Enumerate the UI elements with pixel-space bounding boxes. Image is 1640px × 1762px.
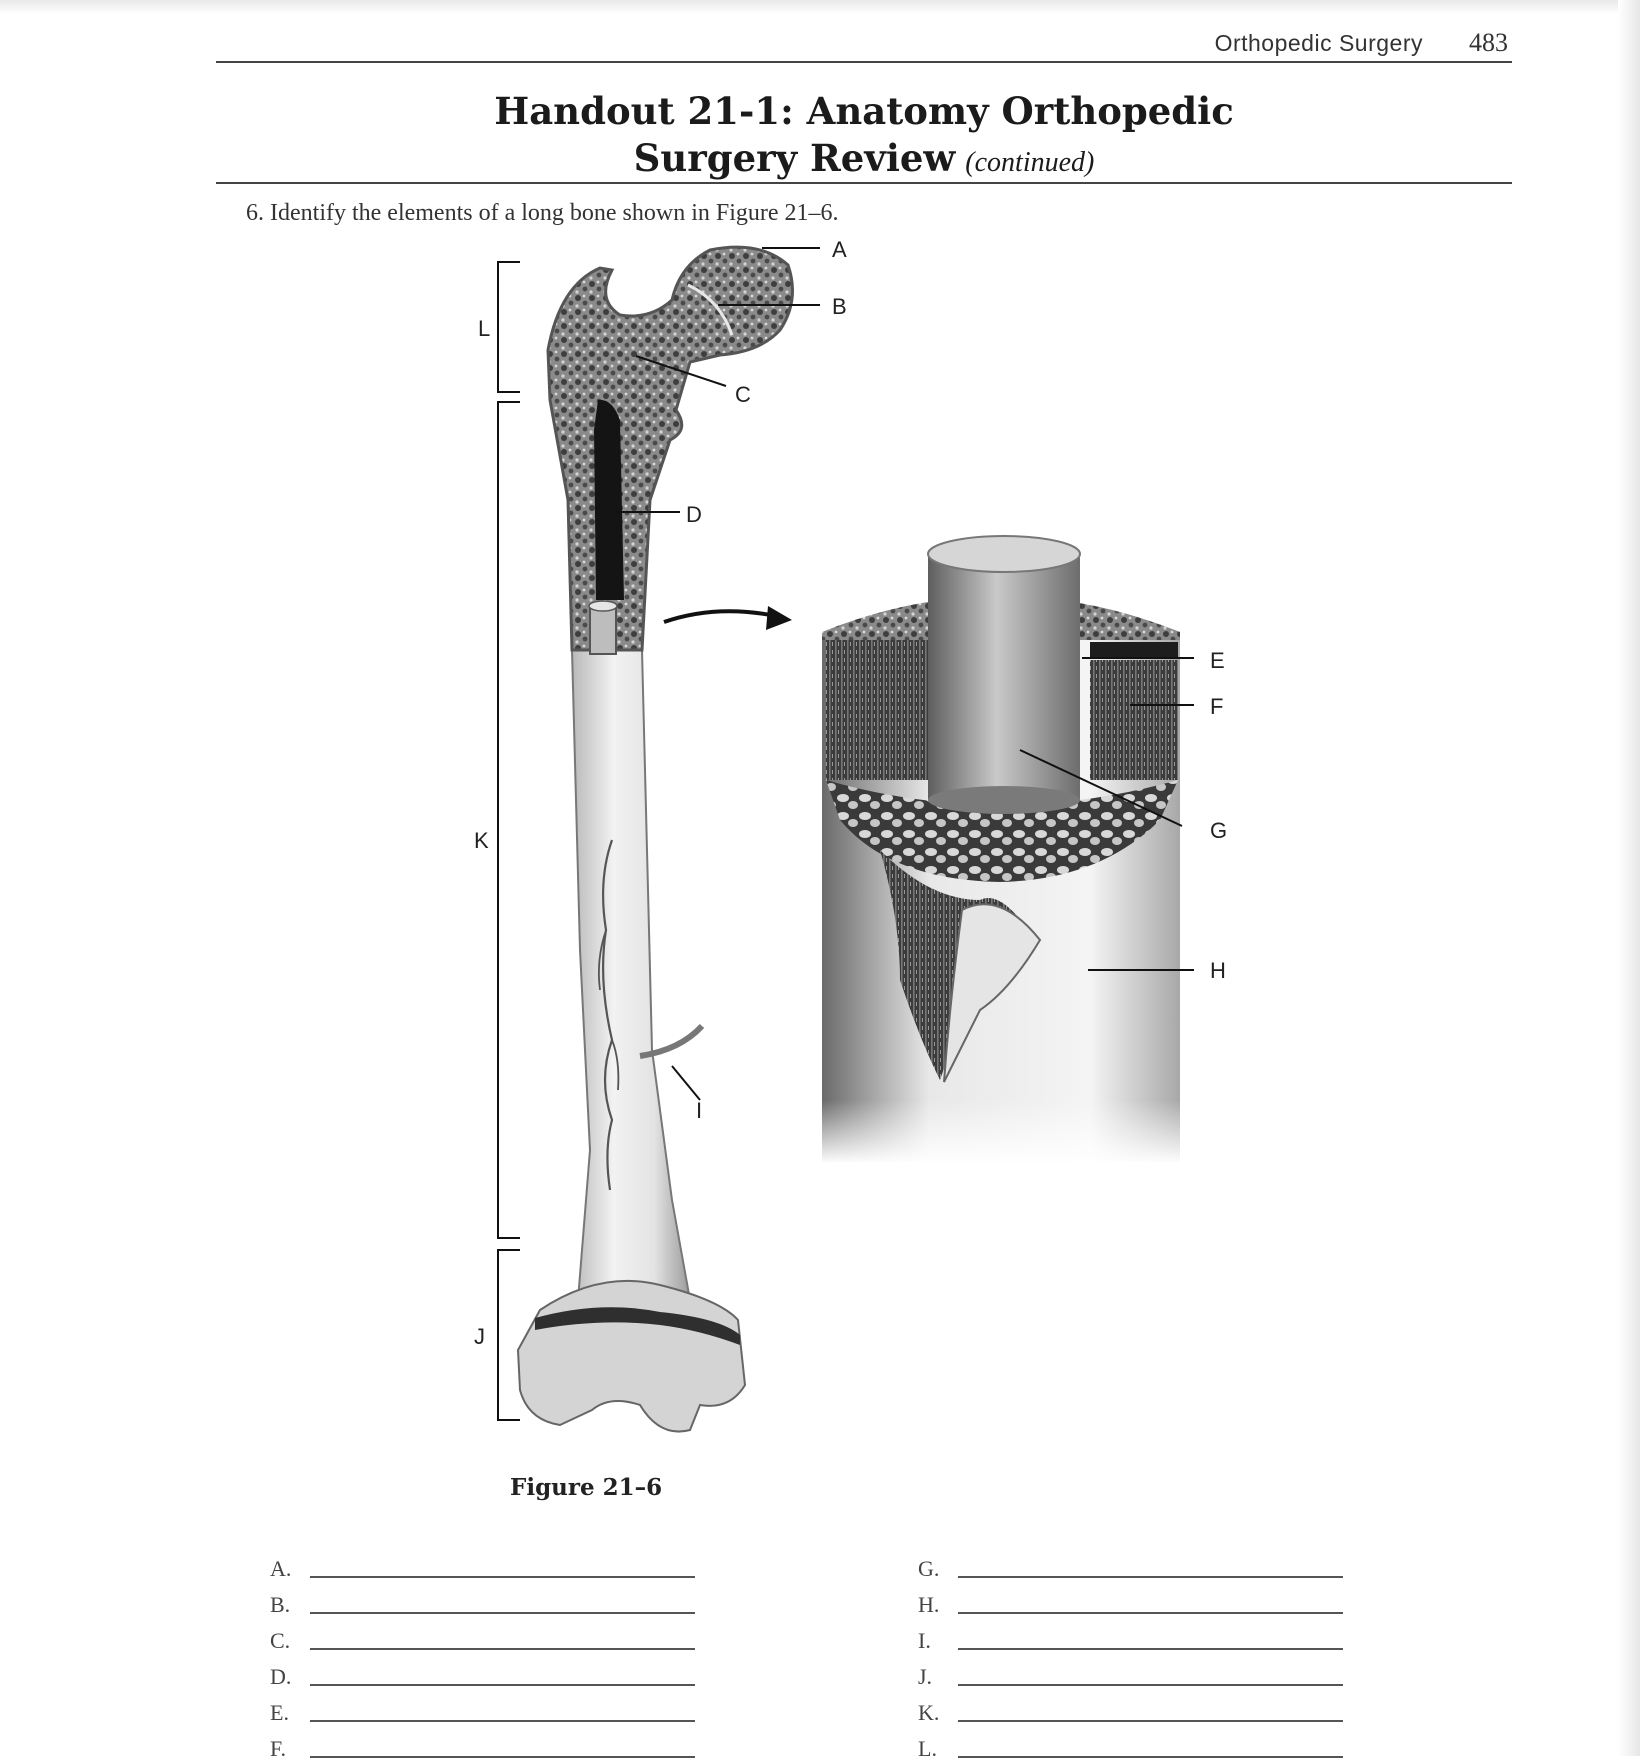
enlarged-section-illustration	[822, 536, 1180, 1164]
answer-letter: F.	[270, 1736, 286, 1761]
answer-row	[918, 1654, 1348, 1690]
answer-blank-line[interactable]	[958, 1554, 1343, 1578]
figure-label-a: A	[832, 237, 847, 262]
answer-row	[270, 1690, 700, 1726]
figure-label-d: D	[686, 502, 702, 527]
answer-blank-line[interactable]	[958, 1734, 1343, 1758]
answer-row	[270, 1726, 700, 1762]
figure-label-k: K	[474, 828, 489, 853]
answer-letter: D.	[270, 1664, 292, 1689]
answer-row	[270, 1618, 700, 1654]
figure-caption: Figure 21–6	[510, 1474, 663, 1501]
arrow-icon	[664, 611, 776, 622]
page-number: 483	[1469, 28, 1508, 57]
answer-blank-line[interactable]	[958, 1662, 1343, 1686]
answer-row	[270, 1582, 700, 1618]
title-continued: (continued)	[965, 147, 1095, 178]
answer-column-right	[918, 1546, 1348, 1762]
title-line-2-text: Surgery Review	[633, 136, 956, 180]
answer-blank-line[interactable]	[310, 1734, 695, 1758]
answer-letter: B.	[270, 1592, 291, 1617]
answer-letter: K.	[918, 1700, 940, 1725]
answer-row	[918, 1618, 1348, 1654]
figure-label-l: L	[478, 316, 491, 341]
figure-label-i: I	[696, 1098, 703, 1123]
region-brackets	[498, 262, 520, 1420]
figure-label-h: H	[1210, 958, 1226, 983]
answer-letter: C.	[270, 1628, 291, 1653]
femur-illustration	[518, 247, 793, 1431]
arrow-head-icon	[766, 606, 792, 630]
answer-letter: I.	[918, 1628, 931, 1653]
answer-blank-line[interactable]	[310, 1698, 695, 1722]
section-name: Orthopedic Surgery	[1214, 30, 1423, 56]
figure-label-g: G	[1210, 818, 1228, 843]
answer-row	[918, 1690, 1348, 1726]
answer-letter: H.	[918, 1592, 940, 1617]
answer-blank-line[interactable]	[958, 1698, 1343, 1722]
answer-row	[270, 1654, 700, 1690]
figure-label-c: C	[735, 382, 751, 407]
answer-blank-line[interactable]	[310, 1590, 695, 1614]
answer-blank-line[interactable]	[310, 1662, 695, 1686]
title-line-1: Handout 21-1: Anatomy Orthopedic	[494, 89, 1234, 133]
answer-letter: G.	[918, 1556, 940, 1581]
answer-row	[918, 1726, 1348, 1762]
question-text: 6. Identify the elements of a long bone shown in Figure 21–6.	[246, 200, 839, 226]
answer-column-left	[270, 1546, 700, 1762]
figure-label-j: J	[474, 1324, 485, 1349]
answer-letter: A.	[270, 1556, 292, 1581]
answer-letter: E.	[270, 1700, 289, 1725]
answer-blank-line[interactable]	[958, 1626, 1343, 1650]
answer-row	[918, 1546, 1348, 1582]
answer-letter: J.	[918, 1664, 933, 1689]
figure-label-f: F	[1210, 694, 1224, 719]
answer-row	[918, 1582, 1348, 1618]
answer-letter: L.	[918, 1736, 937, 1761]
answer-row	[270, 1546, 700, 1582]
figure-label-b: B	[832, 294, 847, 319]
figure-label-e: E	[1210, 648, 1225, 673]
answer-blank-line[interactable]	[958, 1590, 1343, 1614]
answer-blank-line[interactable]	[310, 1554, 695, 1578]
answer-blank-line[interactable]	[310, 1626, 695, 1650]
